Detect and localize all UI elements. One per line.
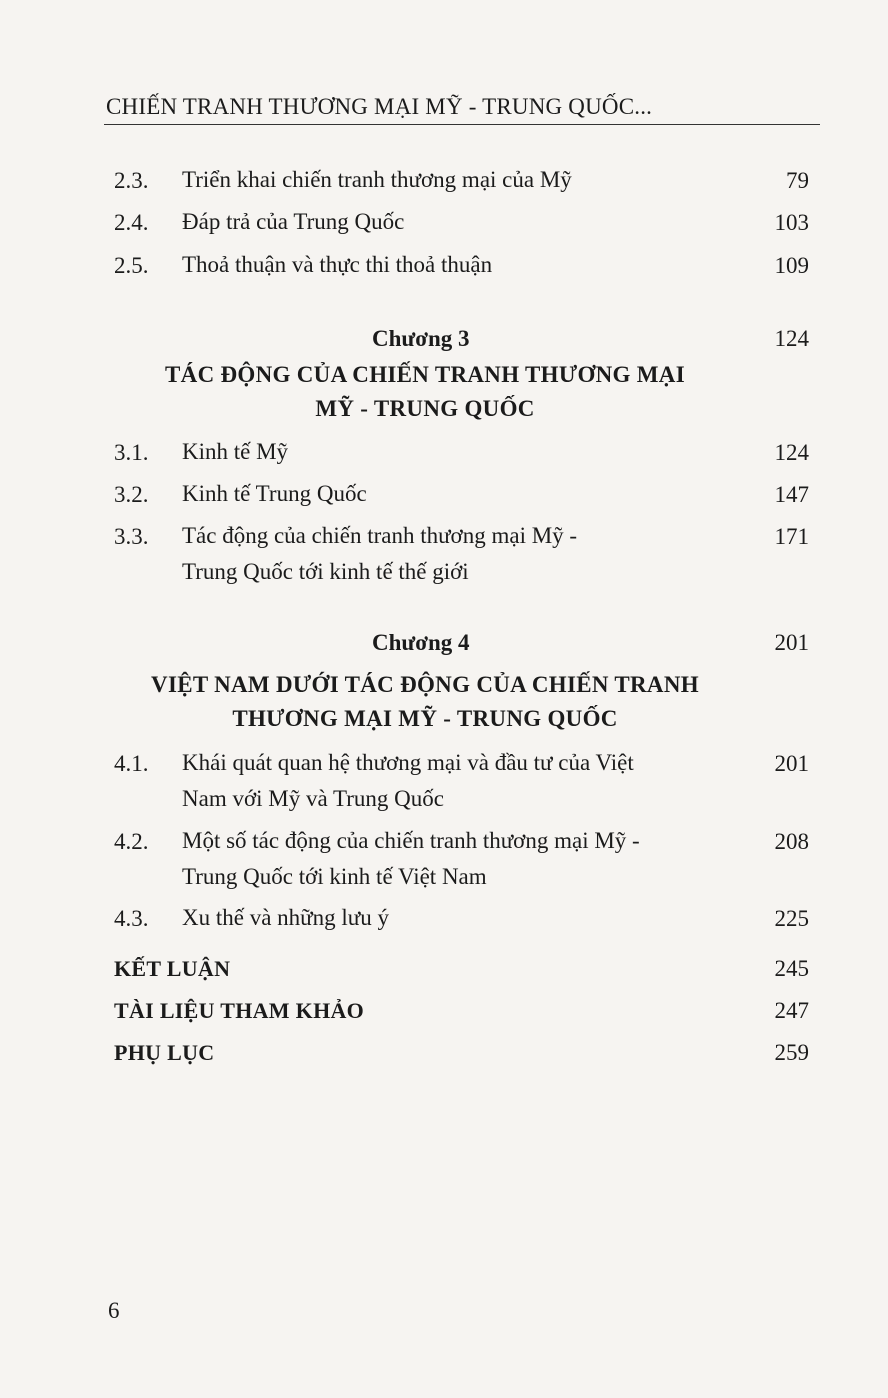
section-title-line: Tác động của chiến tranh thương mại Mỹ - — [182, 523, 578, 548]
page-number: 171 — [774, 524, 809, 549]
chapter-title — [100, 358, 750, 426]
page-number: 201 — [774, 751, 809, 776]
section-number: 3.3. — [114, 524, 149, 549]
page-number: 201 — [774, 630, 809, 655]
back-matter-title: KẾT LUẬN — [114, 956, 231, 981]
section-number: 4.3. — [114, 906, 149, 931]
page-number: 103 — [774, 210, 809, 235]
chapter-title-line: TÁC ĐỘNG CỦA CHIẾN TRANH THƯƠNG MẠI — [165, 362, 685, 387]
page-number: 109 — [774, 253, 809, 278]
folio-page-number: 6 — [108, 1298, 120, 1323]
back-matter-title: PHỤ LỤC — [114, 1040, 215, 1065]
page-number: 225 — [774, 906, 809, 931]
page-number: 124 — [774, 326, 809, 351]
header-rule — [104, 124, 820, 125]
section-title — [182, 823, 640, 895]
section-title: Xu thế và những lưu ý — [182, 905, 389, 930]
chapter-title-line: MỸ - TRUNG QUỐC — [315, 396, 535, 421]
page-number: 208 — [774, 829, 809, 854]
section-title-line: Nam với Mỹ và Trung Quốc — [182, 786, 444, 811]
section-number: 3.1. — [114, 440, 149, 465]
section-number: 4.2. — [114, 829, 149, 854]
section-number: 2.3. — [114, 168, 149, 193]
page-number: 124 — [774, 440, 809, 465]
section-title: Đáp trả của Trung Quốc — [182, 209, 405, 234]
section-number: 4.1. — [114, 751, 149, 776]
section-title: Triển khai chiến tranh thương mại của Mỹ — [182, 167, 572, 192]
back-matter-title: TÀI LIỆU THAM KHẢO — [114, 998, 365, 1023]
section-title-line: Trung Quốc tới kinh tế Việt Nam — [182, 864, 487, 889]
running-head: CHIẾN TRANH THƯƠNG MẠI MỸ - TRUNG QUỐC... — [106, 94, 653, 119]
section-title-line: Một số tác động của chiến tranh thương mại Mỹ - — [182, 828, 640, 853]
page-number: 245 — [774, 956, 809, 981]
section-title: Kinh tế Trung Quốc — [182, 481, 367, 506]
page-number: 79 — [786, 168, 809, 193]
chapter-title — [80, 668, 770, 736]
section-title — [182, 518, 577, 590]
chapter-title-line: VIỆT NAM DƯỚI TÁC ĐỘNG CỦA CHIẾN TRANH — [151, 672, 699, 697]
section-title-line: Khái quát quan hệ thương mại và đầu tư của Việt — [182, 750, 634, 775]
section-title: Kinh tế Mỹ — [182, 439, 289, 464]
section-number: 2.5. — [114, 253, 149, 278]
chapter-title-line: THƯƠNG MẠI MỸ - TRUNG QUỐC — [232, 706, 618, 731]
section-number: 2.4. — [114, 210, 149, 235]
page-number: 259 — [774, 1040, 809, 1065]
chapter-label: Chương 3 — [372, 326, 470, 351]
chapter-label: Chương 4 — [372, 630, 470, 655]
section-title — [182, 745, 634, 817]
page-number: 247 — [774, 998, 809, 1023]
section-number: 3.2. — [114, 482, 149, 507]
page-number: 147 — [774, 482, 809, 507]
section-title-line: Trung Quốc tới kinh tế thế giới — [182, 559, 469, 584]
section-title: Thoả thuận và thực thi thoả thuận — [182, 252, 493, 277]
